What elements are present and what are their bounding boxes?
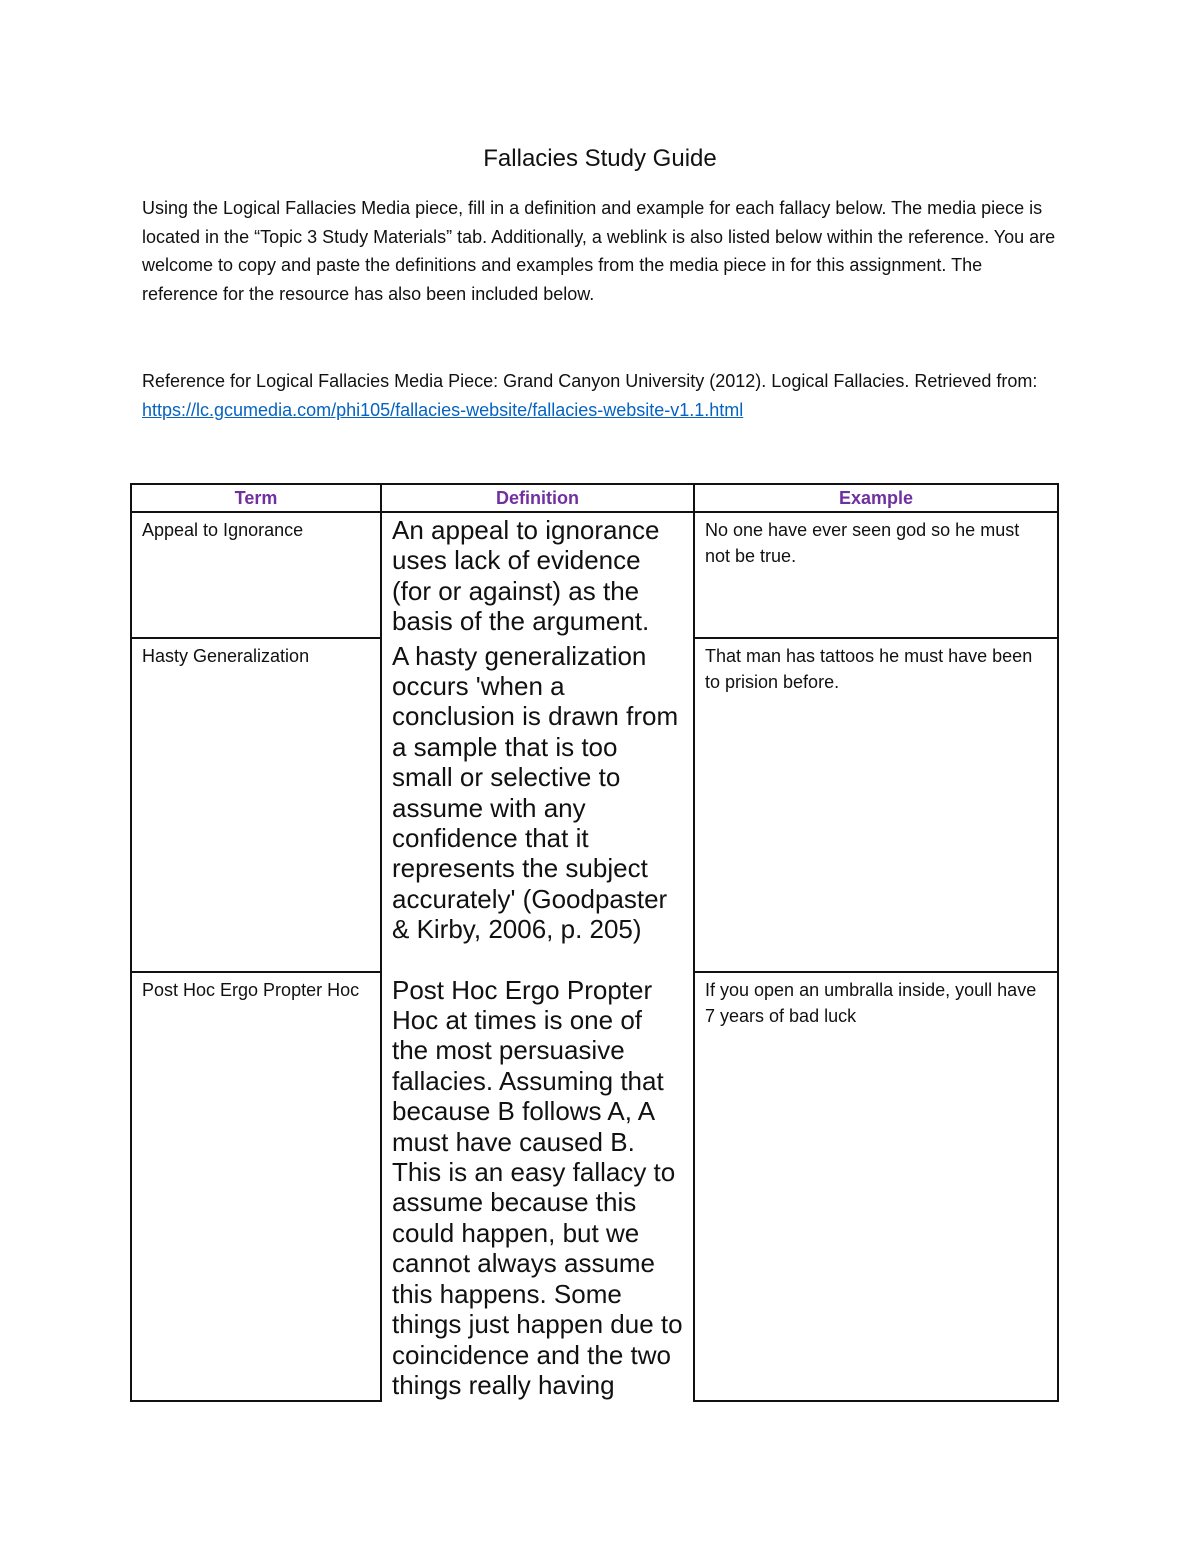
- header-term: Term: [131, 484, 381, 512]
- reference-paragraph: [142, 367, 1062, 424]
- reference-link[interactable]: https://lc.gcumedia.com/phi105/fallacies-website/fallacies-website-v1.1.html: [142, 399, 744, 420]
- definition-cell: Post Hoc Ergo Propter Hoc at times is one of the most persuasive fallacies. Assuming that because B follows A, A must have caused B. This is an easy fallacy to assume because this could happen, but we cannot always assume this happens. Some things just happen due to coincidence and the two things really having: [381, 972, 694, 1402]
- example-cell: If you open an umbralla inside, youll have 7 years of bad luck: [694, 972, 1058, 1402]
- table-row: [131, 972, 1058, 1402]
- term-cell: Appeal to Ignorance: [131, 512, 381, 638]
- example-cell: No one have ever seen god so he must not be true.: [694, 512, 1058, 638]
- term-cell: Hasty Generalization: [131, 638, 381, 972]
- header-definition: Definition: [381, 484, 694, 512]
- page-title: Fallacies Study Guide: [483, 145, 717, 172]
- reference-text: Reference for Logical Fallacies Media Piece: Grand Canyon University (2012). Logical Fallacies. Retrieved from:: [142, 371, 1038, 391]
- definition-cell: A hasty generalization occurs 'when a conclusion is drawn from a sample that is too small or selective to assume with any confidence that it represents the subject accurately' (Goodpaster & Kirby, 2006, p. 205): [381, 638, 694, 972]
- table-row: [131, 512, 1058, 638]
- header-example: Example: [694, 484, 1058, 512]
- term-cell: Post Hoc Ergo Propter Hoc: [131, 972, 381, 1402]
- table-header-row: [131, 484, 1058, 512]
- table-row: [131, 638, 1058, 972]
- instructions-paragraph: Using the Logical Fallacies Media piece, fill in a definition and example for each fallacy below. The media piece is located in the “Topic 3 Study Materials” tab. Additionally, a weblink is also listed below within the reference. You are welcome to copy and paste the definitions and examples from the media piece in for this assignment. The reference for the resource has also been included below.: [142, 198, 1056, 304]
- example-cell: That man has tattoos he must have been to prision before.: [694, 638, 1058, 972]
- definition-cell: An appeal to ignorance uses lack of evidence (for or against) as the basis of the argument.: [381, 512, 694, 638]
- fallacy-table: [130, 483, 1059, 1402]
